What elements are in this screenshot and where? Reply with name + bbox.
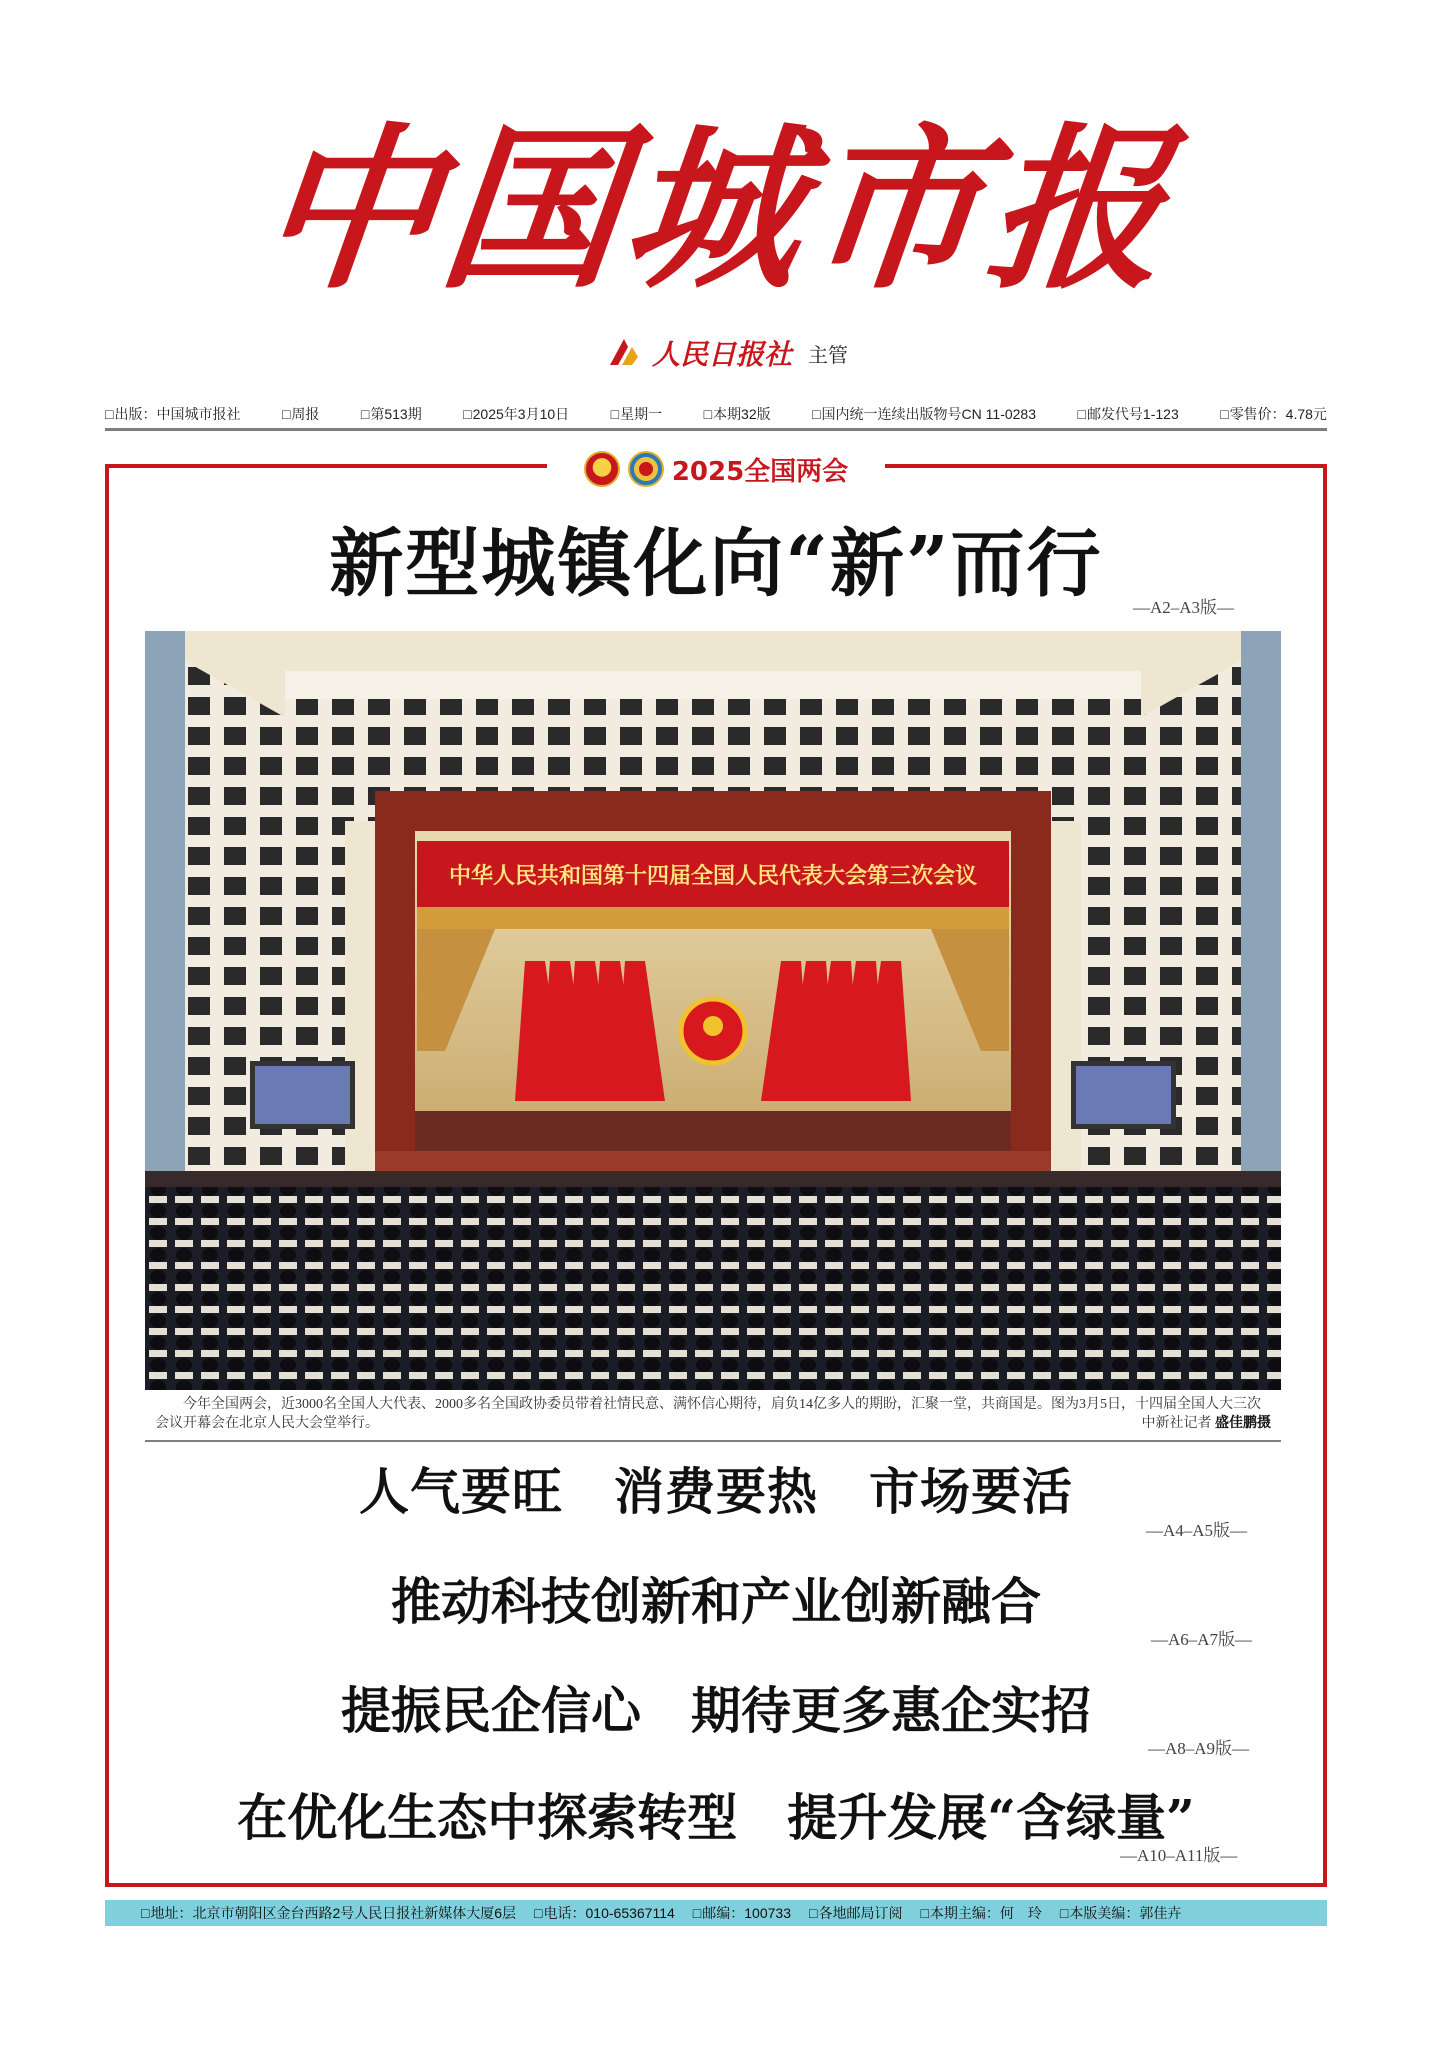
story-headline[interactable]: 推动科技创新和产业创新融合 [391,1572,1041,1631]
story-pageref: —A8–A9版— [1148,1739,1250,1758]
serial-number: □ 国内统一连续出版物号CN 11-0283 [812,404,1036,424]
frequency: □ 周报 [282,404,319,424]
footer-bar [105,1900,1327,1926]
hall-banner-text: 中华人民共和国第十四届全国人民代表大会第三次会议 [448,864,978,889]
story-headline[interactable]: 在优化生态中探索转型 提升发展“含绿量” [237,1788,1195,1847]
cppcc-emblem-icon [628,451,664,487]
photo-credit [1142,1414,1272,1433]
section-banner [547,448,885,490]
sponsor [606,333,848,373]
lead-photo [145,631,1281,1390]
peoples-daily-logo-icon [606,335,642,371]
story-headline[interactable]: 人气要旺 消费要热 市场要活 [359,1462,1073,1521]
caption-text: 今年全国两会，近3000名全国人大代表、2000多名全国政协委员带着社情民意、满怀信心期待，肩负14亿多人的期盼，汇聚一堂，共商国是。图为3月5日，十四届全国人大三次会议开幕会在北京人民大会堂举行。 [155,1397,1261,1431]
photo-caption [145,1395,1281,1433]
divider [105,428,1327,431]
postal-code: □ 邮发代号1-123 [1077,404,1178,424]
great-hall-photo [145,631,1281,1390]
divider [145,1440,1281,1442]
newspaper-title: 中国城市报 [250,106,1183,313]
credit-prefix: 中新社记者 [1141,1416,1212,1431]
story-headline[interactable]: 提振民企信心 期待更多惠企实招 [341,1681,1091,1740]
footer-subscription: □ 各地邮局订阅 [809,1903,902,1923]
sponsor-role: 主管 [808,342,849,367]
issue-number: □ 第513期 [361,404,422,424]
story-pageref: —A10–A11版— [1120,1846,1238,1865]
retail-price: □ 零售价：4.78元 [1220,404,1327,424]
national-emblem-icon [584,451,620,487]
page-count: □ 本期32版 [704,404,771,424]
footer-chief-editor: □ 本期主编：何 玲 [920,1903,1041,1923]
masthead [0,100,1433,320]
footer-address: □ 地址：北京市朝阳区金台西路2号人民日报社新媒体大厦6层 [141,1903,516,1923]
publisher: □ 出版：中国城市报社 [105,404,240,424]
footer-phone: □ 电话：010-65367114 [534,1903,675,1923]
sponsor-name: 人民日报社 [652,338,793,371]
footer-postcode: □ 邮编：100733 [693,1903,791,1923]
story-pageref: —A4–A5版— [1146,1521,1248,1540]
issue-date: □ 2025年3月10日 [463,404,569,424]
lead-pageref: —A2–A3版— [1133,598,1235,617]
section-banner-text: 2025全国两会 [671,456,849,487]
issue-info-bar [105,402,1327,426]
weekday: □ 星期一 [611,404,662,424]
credit-name: 盛佳鹏摄 [1215,1416,1271,1431]
lead-headline[interactable]: 新型城镇化向“新”而行 [329,521,1103,607]
story-pageref: —A6–A7版— [1151,1630,1253,1649]
footer-designer: □ 本版美编：郭佳卉 [1060,1903,1181,1923]
